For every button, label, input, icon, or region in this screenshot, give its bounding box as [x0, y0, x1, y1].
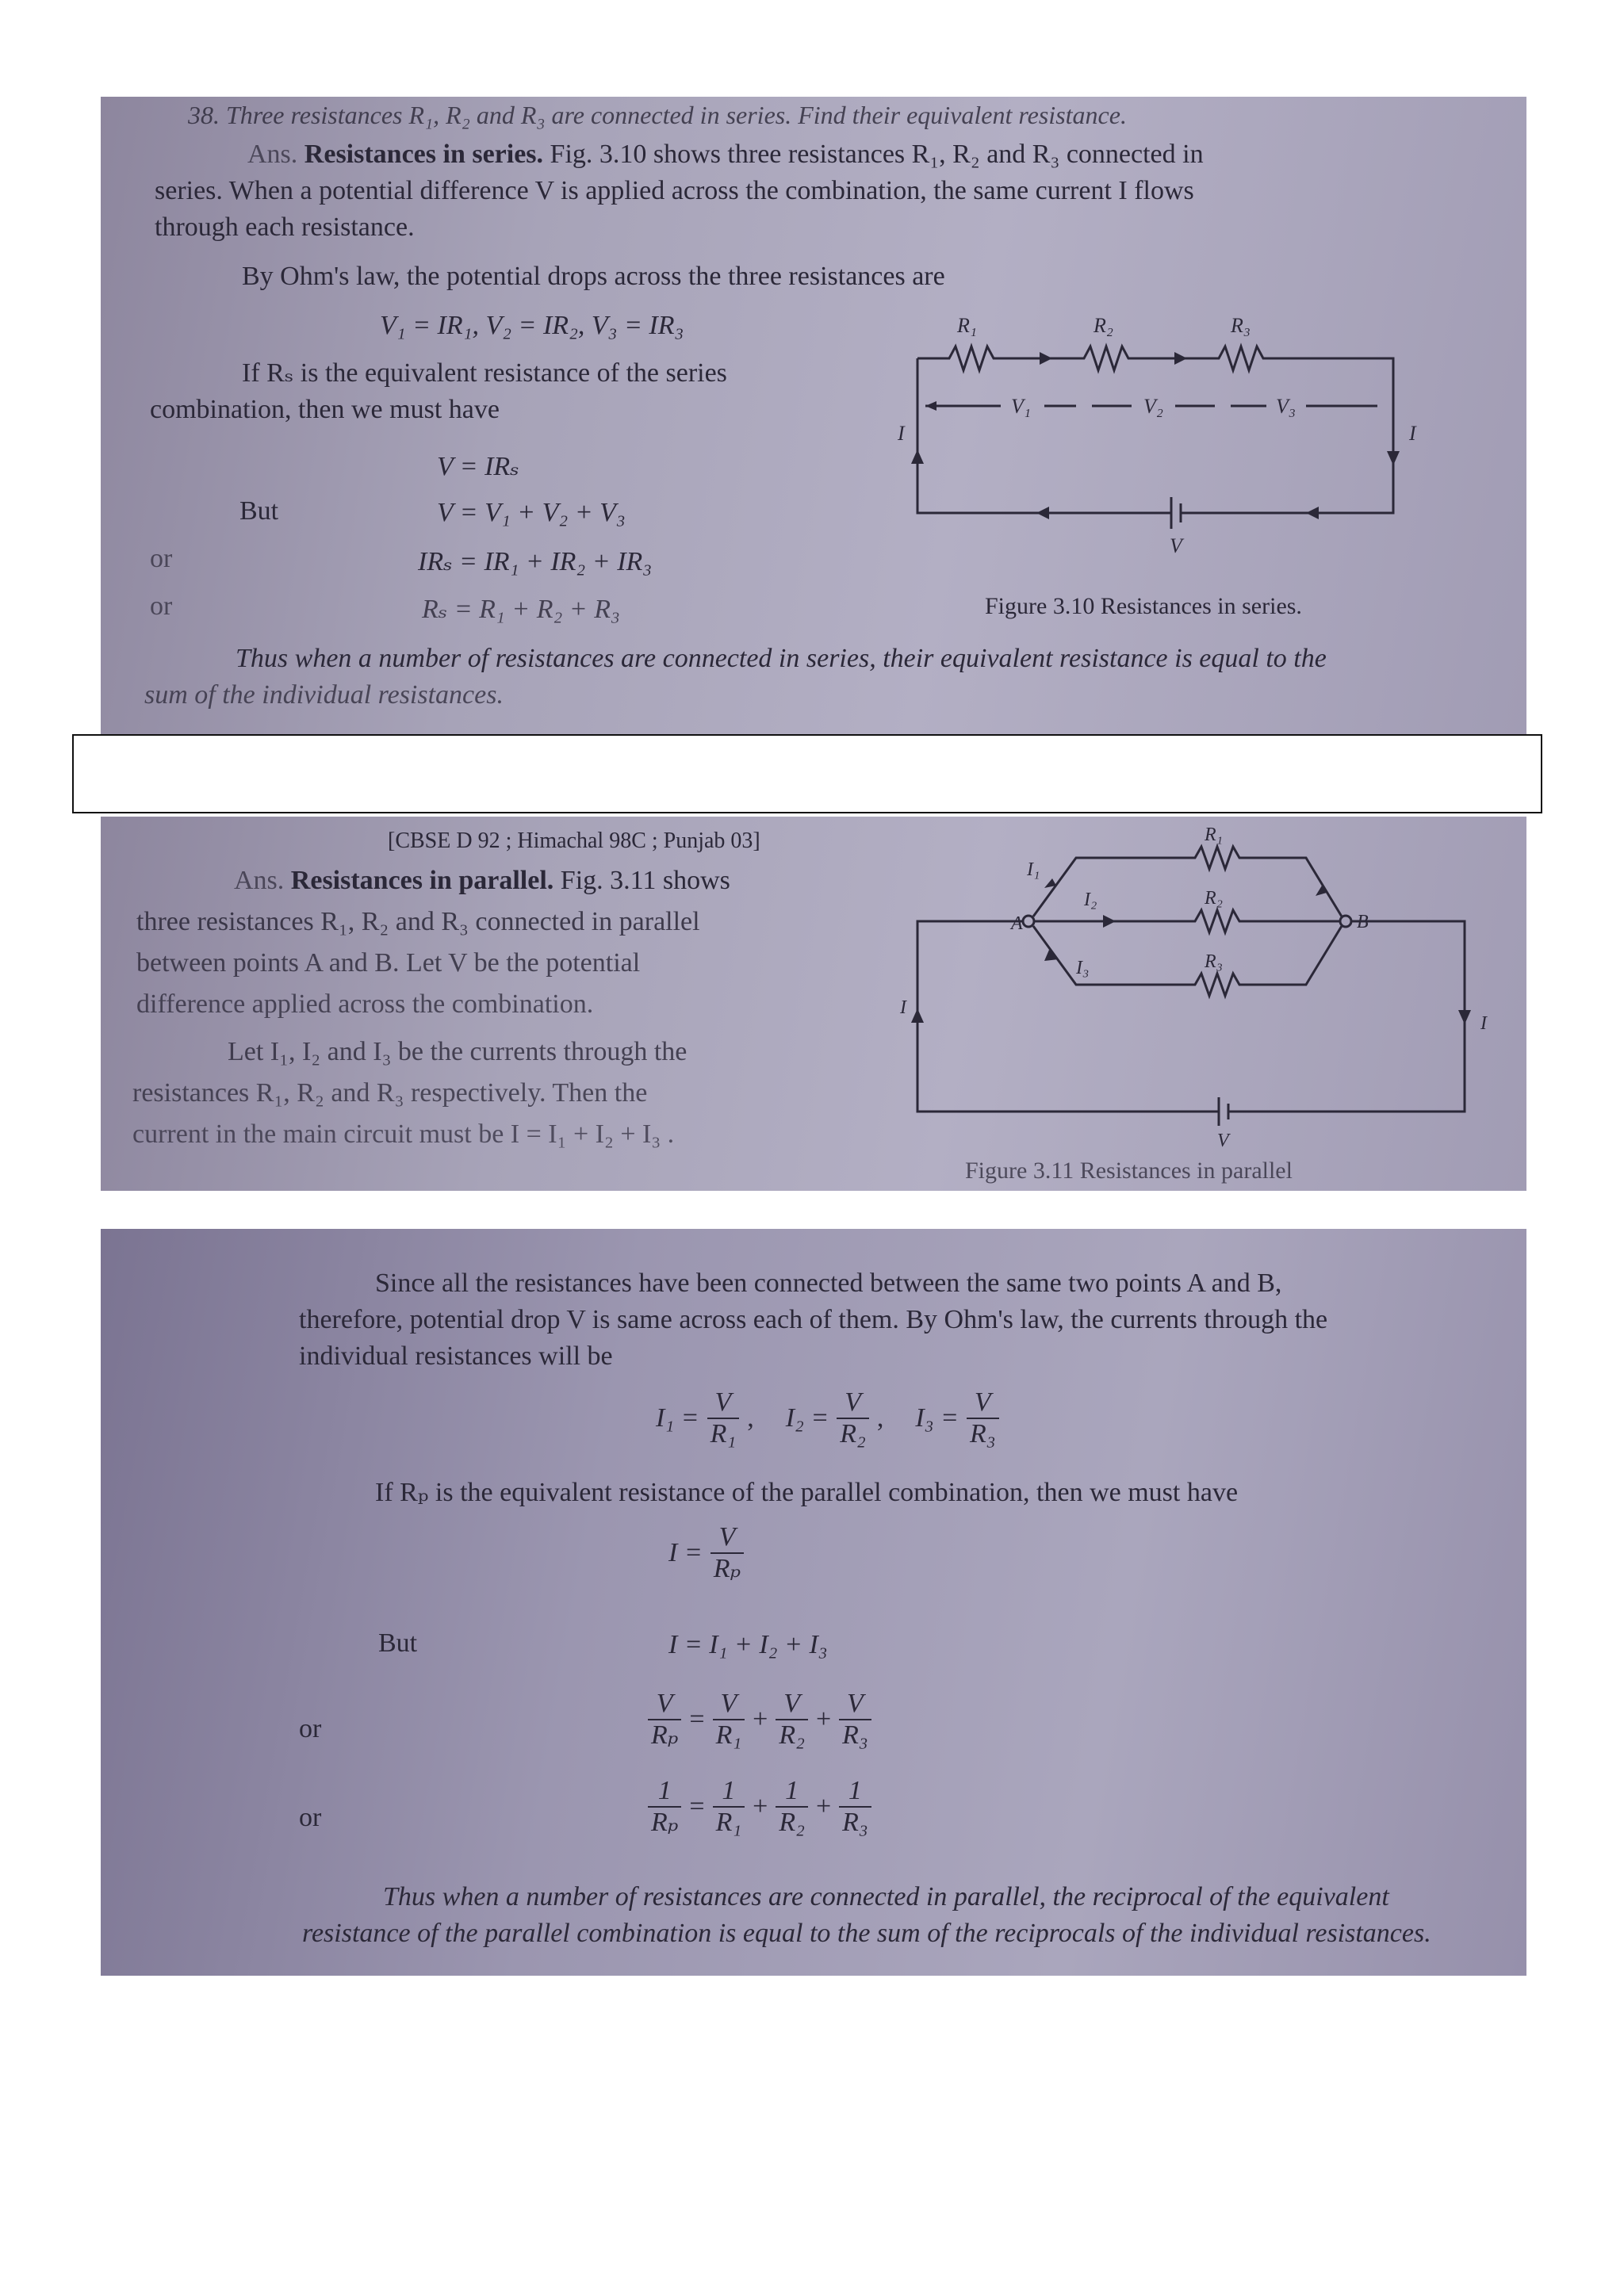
parallel-r1-label: R₁	[1205, 826, 1224, 845]
answer-line-1-rest: Fig. 3.10 shows three resistances R₁, R₂ and R₃ connected in	[543, 140, 1204, 169]
but-label-2: But	[378, 1628, 418, 1658]
voltage-drops-equation: V₁ = IR₁, V₂ = IR₂, V₃ = IR₃	[380, 311, 684, 340]
parallel-i2-label: I₂	[1084, 890, 1097, 910]
but-label: But	[239, 496, 279, 526]
or-label-2: or	[150, 591, 173, 621]
i-lhs: I =	[668, 1538, 703, 1567]
v-over-r-equation	[648, 1689, 871, 1751]
one-over-r1	[713, 1776, 745, 1838]
parallel-conclusion-2: resistance of the parallel combination is equal to the sum of the reciprocals of the individual resistances.	[302, 1919, 1431, 1948]
i-equals-v-over-rp	[668, 1522, 744, 1584]
denominator: Rₚ	[651, 1808, 679, 1837]
denominator: R₁	[710, 1419, 737, 1448]
plus: +	[753, 1705, 768, 1734]
denominator: R₂	[779, 1720, 805, 1750]
series-r2-label: R₂	[1094, 314, 1113, 337]
one-over-rp	[648, 1776, 681, 1838]
eq-v-irs: V = IRₛ	[437, 452, 519, 481]
v-over-r1	[713, 1689, 745, 1751]
numerator: V	[707, 1387, 740, 1419]
figure-3-11-caption: Figure 3.11 Resistances in parallel	[965, 1158, 1293, 1184]
numerator: 1	[839, 1776, 871, 1808]
parallel-i-left-label: I	[900, 997, 906, 1018]
parallel-line-2: three resistances R₁, R₂ and R₃ connected in parallel	[136, 907, 700, 936]
denominator: Rₚ	[651, 1720, 679, 1750]
v-over-r1	[707, 1387, 740, 1449]
denominator: R₁	[715, 1720, 742, 1750]
denominator: R₃	[969, 1419, 996, 1448]
question-text: 38. Three resistances R₁, R₂ and R₃ are connected in series. Find their equivalent resistance.	[188, 101, 1127, 129]
figure-3-10-caption: Figure 3.10 Resistances in series.	[985, 593, 1302, 619]
parallel-i-right-label: I	[1480, 1013, 1487, 1034]
series-photo	[101, 97, 1526, 737]
comma: ,	[747, 1403, 754, 1433]
parallel-i1-label: I₁	[1027, 859, 1040, 880]
derivation-photo	[101, 1229, 1526, 1976]
answer-line-1	[247, 136, 1204, 173]
numerator: 1	[776, 1776, 808, 1808]
v-over-rp	[710, 1522, 744, 1584]
parallel-point-b: B	[1357, 912, 1369, 932]
parallel-v-label: V	[1217, 1131, 1229, 1151]
parallel-r3-label: R₃	[1205, 951, 1224, 972]
parallel-point-a: A	[1011, 913, 1023, 934]
numerator: 1	[648, 1776, 681, 1808]
answer-line-3: through each resistance.	[155, 212, 415, 242]
denominator: Rₚ	[713, 1554, 741, 1583]
exam-reference: [CBSE D 92 ; Himachal 98C ; Punjab 03]	[388, 828, 760, 853]
v-over-r2	[837, 1387, 869, 1449]
parallel-line-6: resistances R₁, R₂ and R₃ respectively. Then the	[132, 1078, 648, 1108]
plus: +	[815, 1792, 832, 1821]
v-over-rp	[648, 1689, 681, 1751]
series-v3-label: V₃	[1276, 395, 1296, 418]
parallel-r2-label: R₂	[1205, 888, 1224, 909]
numerator: V	[837, 1387, 869, 1419]
parallel-heading: Resistances in parallel.	[290, 866, 554, 895]
series-conclusion-1: Thus when a number of resistances are connected in series, their equivalent resistance is equal to the	[236, 644, 1327, 673]
branch-currents-equation	[656, 1387, 999, 1449]
or-label-4: or	[299, 1803, 322, 1832]
series-circuit-diagram	[894, 299, 1449, 561]
series-v2-label: V₂	[1143, 395, 1163, 418]
v-over-r3	[967, 1387, 999, 1449]
derivation-line-2: therefore, potential drop V is same across each of them. By Ohm's law, the currents through the	[299, 1305, 1328, 1334]
numerator: V	[648, 1689, 681, 1720]
parallel-line-4: difference applied across the combination.	[136, 989, 594, 1019]
eq-irs-sum: IRₛ = IR₁ + IR₂ + IR₃	[418, 547, 653, 576]
i1-lhs: I₁ =	[656, 1403, 699, 1433]
parallel-line-3: between points A and B. Let V be the potential	[136, 948, 641, 978]
parallel-circuit-diagram	[894, 826, 1496, 1151]
i2-lhs: I₂ =	[785, 1403, 829, 1433]
answer-line-2: series. When a potential difference V is applied across the combination, the same current I flows	[155, 176, 1194, 205]
numerator: V	[839, 1689, 871, 1720]
equals: =	[689, 1792, 705, 1821]
rs-line-2: combination, then we must have	[150, 395, 500, 424]
series-v1-label: V₁	[1011, 395, 1031, 418]
series-heading: Resistances in series.	[304, 140, 544, 169]
series-conclusion-2: sum of the individual resistances.	[144, 680, 504, 710]
one-over-r3	[839, 1776, 871, 1838]
denominator: R₂	[840, 1419, 866, 1448]
parallel-line-7: current in the main circuit must be I = I₁ + I₂ + I₃ .	[132, 1119, 675, 1149]
parallel-photo	[101, 817, 1526, 1191]
v-over-r2	[776, 1689, 808, 1751]
plus: +	[753, 1792, 768, 1821]
derivation-line-3: individual resistances will be	[299, 1341, 613, 1371]
or-label-3: or	[299, 1714, 322, 1743]
denominator: R₁	[715, 1808, 742, 1837]
reciprocal-equation	[648, 1776, 871, 1838]
numerator: 1	[713, 1776, 745, 1808]
parallel-conclusion-1: Thus when a number of resistances are connected in parallel, the reciprocal of the equivalent	[383, 1882, 1389, 1911]
series-r3-label: R₃	[1231, 314, 1251, 337]
denominator: R₃	[842, 1720, 868, 1750]
numerator: V	[710, 1522, 744, 1554]
derivation-line-1: Since all the resistances have been connected between the same two points A and B,	[375, 1269, 1282, 1298]
numerator: V	[713, 1689, 745, 1720]
parallel-line-5: Let I₁, I₂ and I₃ be the currents through the	[228, 1037, 688, 1066]
rp-line: If Rₚ is the equivalent resistance of the parallel combination, then we must have	[375, 1478, 1239, 1507]
comma: ,	[876, 1403, 884, 1433]
parallel-line-1	[234, 863, 730, 899]
numerator: V	[776, 1689, 808, 1720]
equals: =	[689, 1705, 705, 1734]
denominator: R₃	[842, 1808, 868, 1837]
eq-rs-sum: Rₛ = R₁ + R₂ + R₃	[422, 595, 620, 624]
parallel-i3-label: I₃	[1076, 958, 1090, 978]
ohm-law-line: By Ohm's law, the potential drops across the three resistances are	[242, 262, 945, 291]
eq-v-sum: V = V₁ + V₂ + V₃	[437, 498, 626, 527]
plus: +	[815, 1705, 832, 1734]
parallel-line-1-rest: Fig. 3.11 shows	[553, 866, 730, 895]
v-over-r3	[839, 1689, 871, 1751]
numerator: V	[967, 1387, 999, 1419]
parallel-ans-label: Ans.	[234, 866, 285, 895]
i3-lhs: I₃ =	[915, 1403, 959, 1433]
ans-label: Ans.	[247, 140, 298, 169]
series-i-right-label: I	[1409, 422, 1416, 445]
denominator: R₂	[779, 1808, 805, 1837]
rs-line-1: If Rₛ is the equivalent resistance of the series	[242, 358, 727, 388]
current-sum-equation: I = I₁ + I₂ + I₃	[668, 1630, 828, 1659]
series-v-label: V	[1170, 534, 1182, 557]
series-r1-label: R₁	[957, 314, 977, 337]
redaction-box	[72, 734, 1542, 813]
series-i-left-label: I	[898, 422, 905, 445]
or-label-1: or	[150, 544, 173, 573]
one-over-r2	[776, 1776, 808, 1838]
